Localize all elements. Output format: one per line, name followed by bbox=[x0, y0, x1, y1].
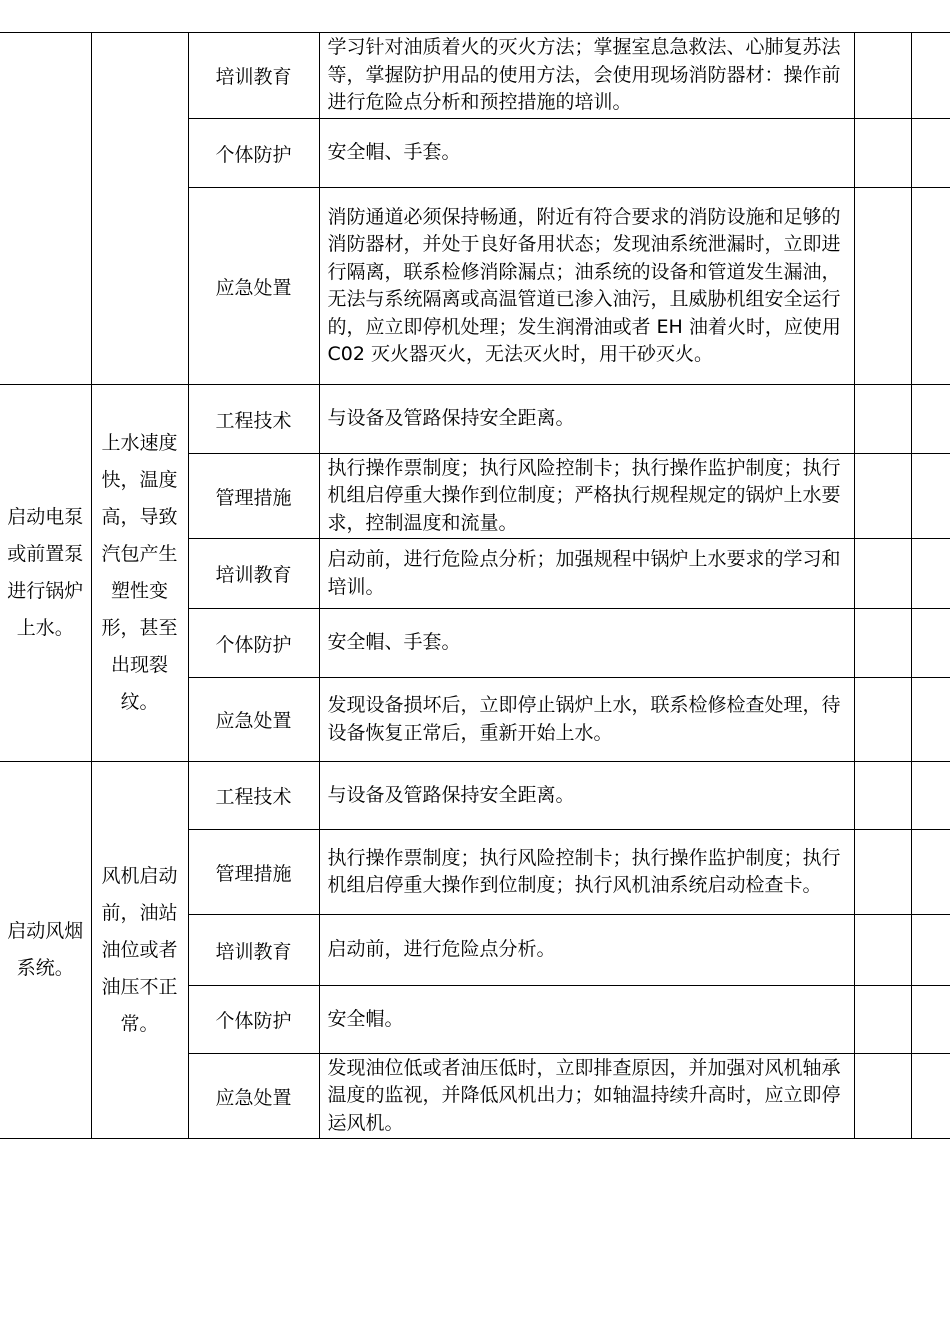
category-cell: 培训教育 bbox=[188, 915, 319, 986]
empty-cell bbox=[911, 385, 950, 454]
measure-cell: 学习针对油质着火的灭火方法；掌握室息急救法、心肺复苏法等，掌握防护用品的使用方法，会使用现场消防器材：操作前进行危险点分析和预控措施的培训。 bbox=[319, 33, 854, 119]
table-row bbox=[0, 33, 950, 119]
measure-cell: 发现油位低或者油压低时，立即排查原因，并加强对风机轴承温度的监视，并降低风机出力；如轴温持续升高时，应立即停运风机。 bbox=[319, 1054, 854, 1139]
category-cell: 管理措施 bbox=[188, 830, 319, 915]
category-cell: 培训教育 bbox=[188, 539, 319, 609]
empty-cell bbox=[911, 830, 950, 915]
table-row bbox=[0, 385, 950, 454]
table-row bbox=[0, 762, 950, 830]
measure-cell: 执行操作票制度；执行风险控制卡；执行操作监护制度；执行机组启停重大操作到位制度；执行风机油系统启动检查卡。 bbox=[319, 830, 854, 915]
category-cell: 个体防护 bbox=[188, 119, 319, 188]
empty-cell bbox=[911, 762, 950, 830]
empty-cell bbox=[911, 188, 950, 385]
empty-cell bbox=[911, 1054, 950, 1139]
empty-cell bbox=[911, 678, 950, 762]
step-cell: 启动风烟系统。 bbox=[0, 762, 91, 1139]
category-cell: 应急处置 bbox=[188, 1054, 319, 1139]
measure-cell: 启动前，进行危险点分析。 bbox=[319, 915, 854, 986]
measure-cell: 发现设备损坏后，立即停止锅炉上水，联系检修检查处理，待设备恢复正常后，重新开始上水。 bbox=[319, 678, 854, 762]
measure-cell: 执行操作票制度；执行风险控制卡；执行操作监护制度；执行机组启停重大操作到位制度；严格执行规程规定的锅炉上水要求，控制温度和流量。 bbox=[319, 454, 854, 539]
step-cell bbox=[0, 33, 91, 385]
empty-cell bbox=[854, 830, 911, 915]
empty-cell bbox=[854, 33, 911, 119]
category-cell: 应急处置 bbox=[188, 188, 319, 385]
risk-cell: 风机启动前，油站油位或者油压不正常。 bbox=[91, 762, 188, 1139]
category-cell: 工程技术 bbox=[188, 762, 319, 830]
category-cell: 管理措施 bbox=[188, 454, 319, 539]
measure-cell: 启动前，进行危险点分析；加强规程中锅炉上水要求的学习和培训。 bbox=[319, 539, 854, 609]
empty-cell bbox=[854, 915, 911, 986]
measure-cell: 与设备及管路保持安全距离。 bbox=[319, 762, 854, 830]
empty-cell bbox=[854, 678, 911, 762]
measure-cell: 安全帽。 bbox=[319, 986, 854, 1054]
risk-control-table bbox=[0, 32, 950, 1139]
empty-cell bbox=[854, 385, 911, 454]
empty-cell bbox=[854, 986, 911, 1054]
empty-cell bbox=[911, 454, 950, 539]
empty-cell bbox=[911, 33, 950, 119]
measure-cell: 与设备及管路保持安全距离。 bbox=[319, 385, 854, 454]
risk-cell bbox=[91, 33, 188, 385]
measure-cell: 消防通道必须保持畅通，附近有符合要求的消防设施和足够的消防器材，并处于良好备用状态；发现油系统泄漏时，立即进行隔离，联系检修消除漏点；油系统的设备和管道发生漏油，无法与系统隔离或高温管道已渗入油污，且威胁机组安全运行的，应立即停机处理；发生润滑油或者 EH 油着火时，应使用 C02 灭火器灭火，无法灭火时，用干砂灭火。 bbox=[319, 188, 854, 385]
empty-cell bbox=[854, 119, 911, 188]
category-cell: 培训教育 bbox=[188, 33, 319, 119]
measure-cell: 安全帽、手套。 bbox=[319, 609, 854, 678]
empty-cell bbox=[911, 539, 950, 609]
category-cell: 个体防护 bbox=[188, 986, 319, 1054]
empty-cell bbox=[911, 609, 950, 678]
measure-cell: 安全帽、手套。 bbox=[319, 119, 854, 188]
empty-cell bbox=[911, 986, 950, 1054]
empty-cell bbox=[854, 539, 911, 609]
risk-cell: 上水速度快，温度高，导致汽包产生塑性变形，甚至出现裂纹。 bbox=[91, 385, 188, 762]
empty-cell bbox=[854, 454, 911, 539]
category-cell: 工程技术 bbox=[188, 385, 319, 454]
empty-cell bbox=[854, 762, 911, 830]
empty-cell bbox=[854, 609, 911, 678]
empty-cell bbox=[911, 119, 950, 188]
category-cell: 个体防护 bbox=[188, 609, 319, 678]
empty-cell bbox=[854, 188, 911, 385]
empty-cell bbox=[911, 915, 950, 986]
category-cell: 应急处置 bbox=[188, 678, 319, 762]
step-cell: 启动电泵或前置泵进行锅炉上水。 bbox=[0, 385, 91, 762]
empty-cell bbox=[854, 1054, 911, 1139]
